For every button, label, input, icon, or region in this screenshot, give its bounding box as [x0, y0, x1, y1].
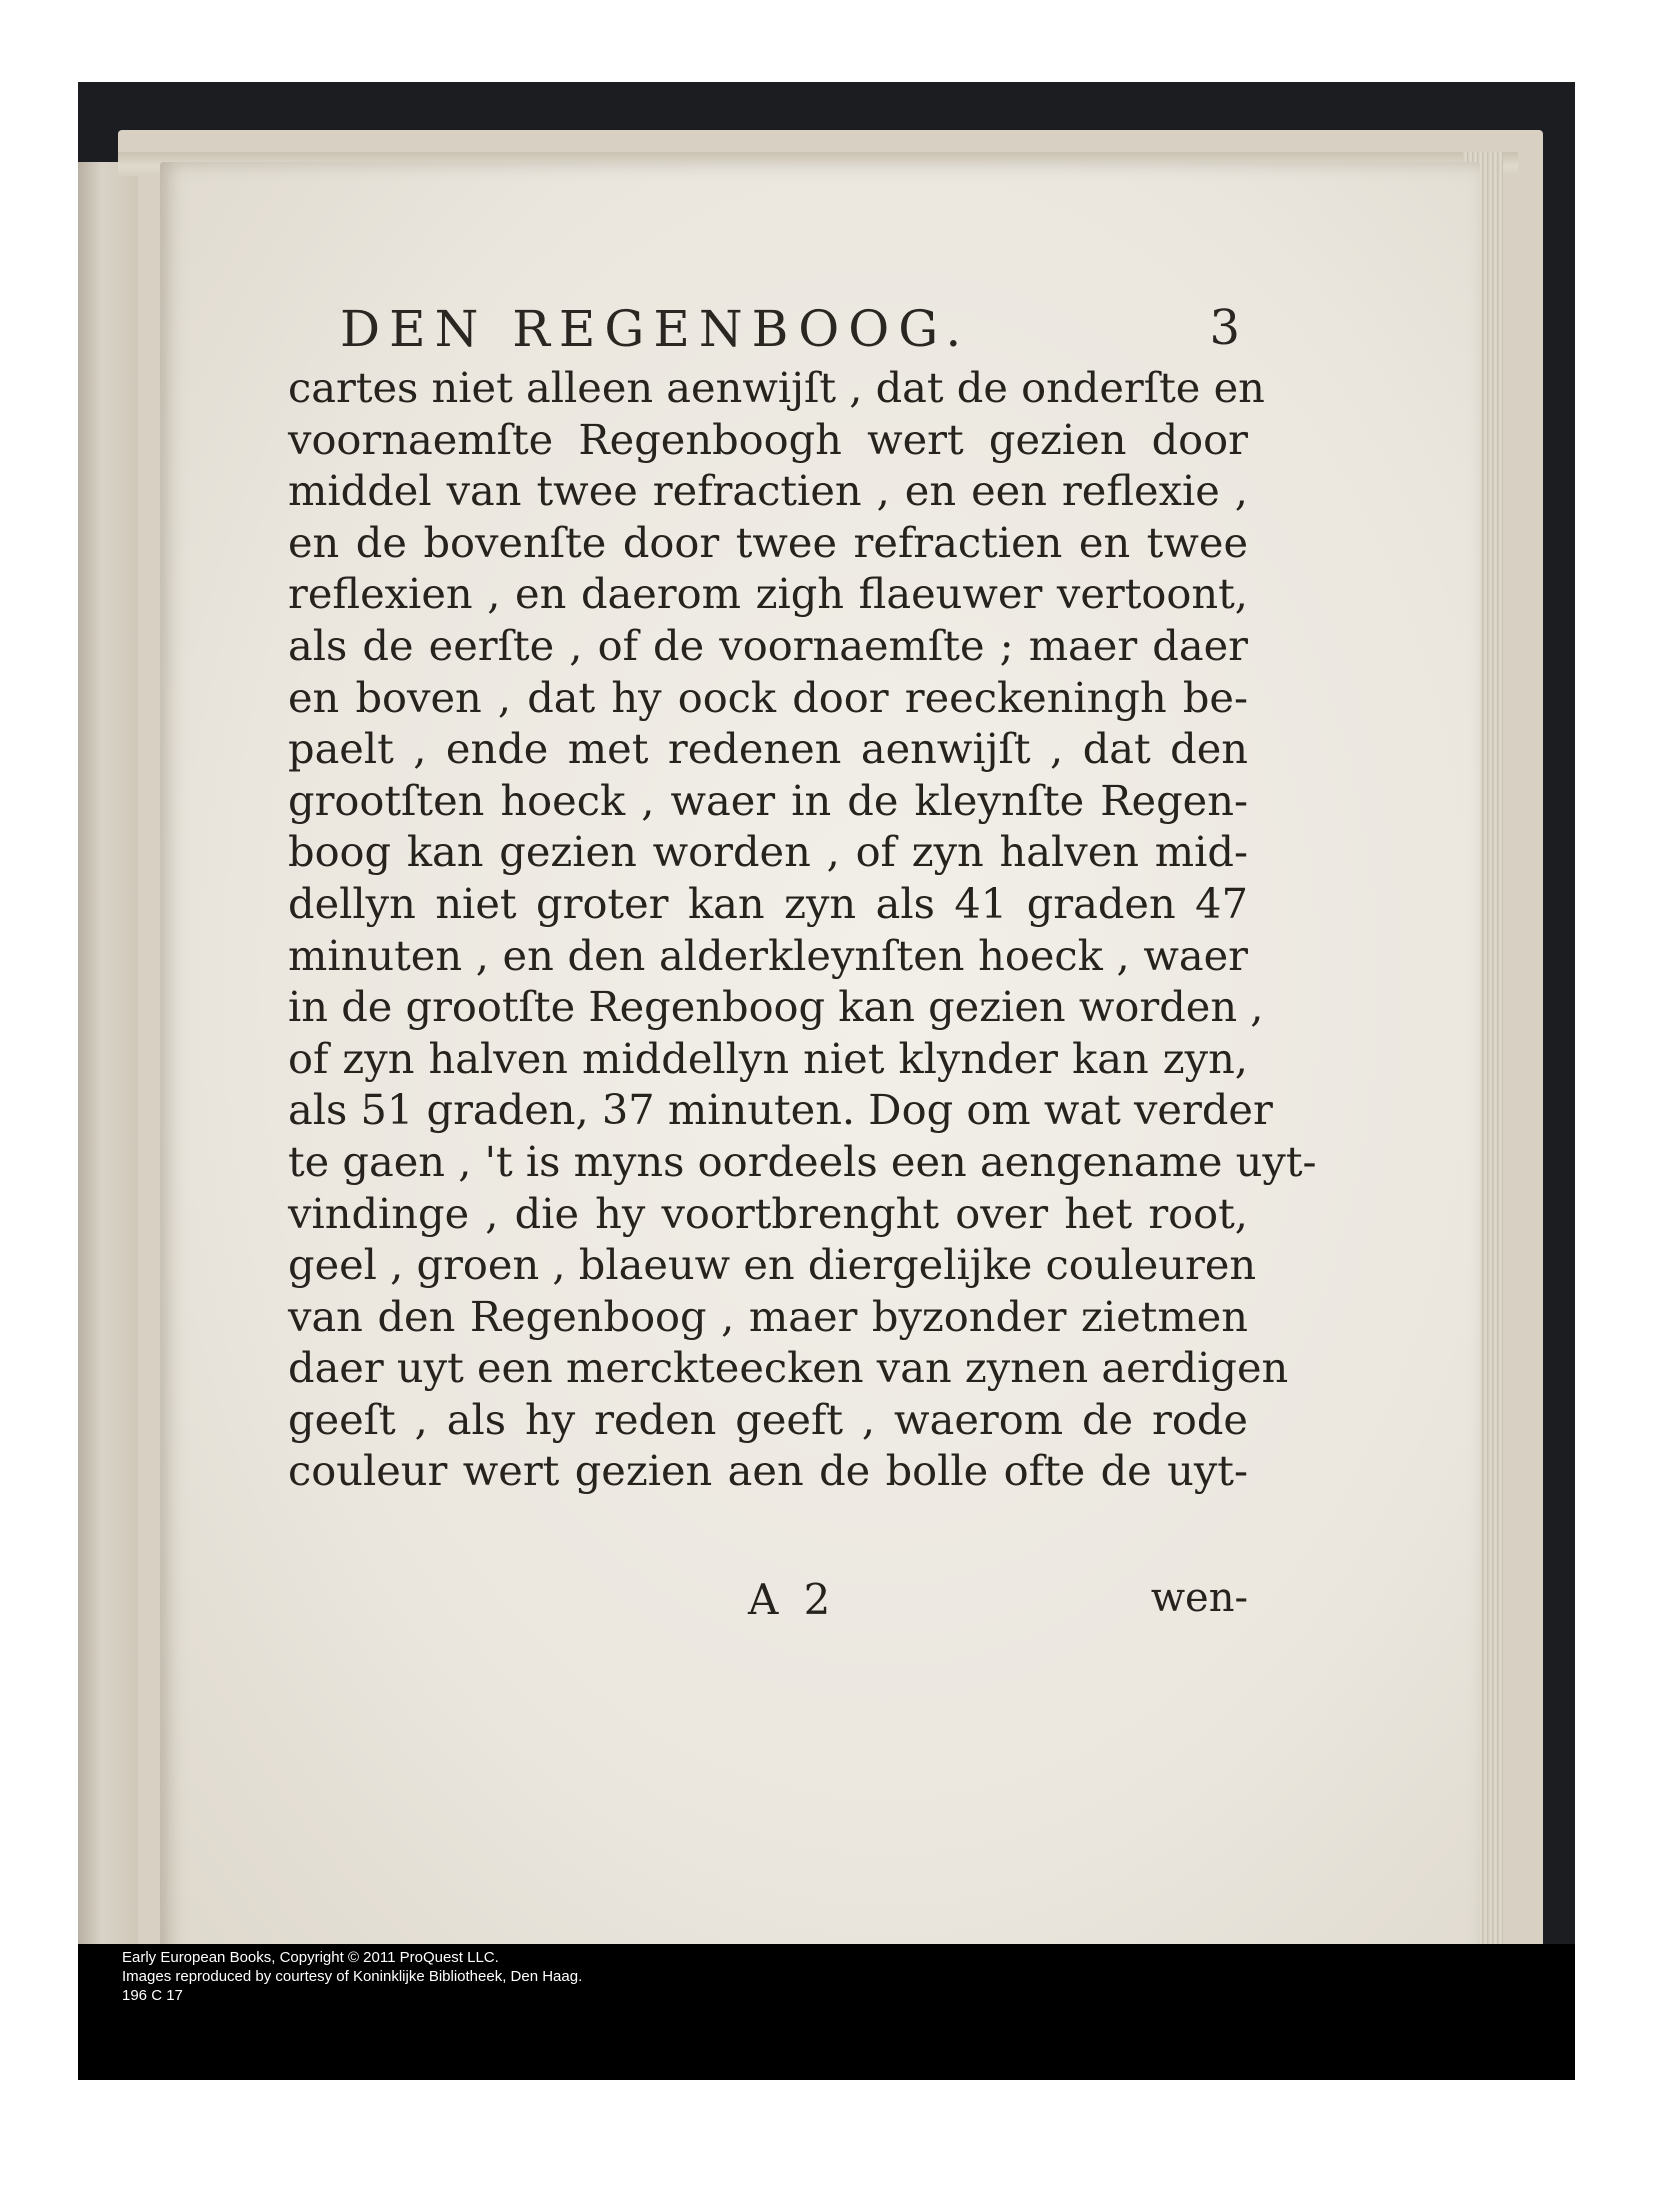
- catchword: wen-: [1150, 1575, 1248, 1621]
- text-line: daer uyt een merckteecken van zynen aerdigen: [288, 1343, 1289, 1393]
- text-line: vindinge , die hy voortbrenght over het root,: [288, 1188, 1248, 1238]
- running-title: DEN REGENBOOG.: [340, 300, 971, 358]
- credits: [122, 1948, 582, 2005]
- text-line: minuten , en den alderkleynſten hoeck , waer: [288, 930, 1248, 980]
- courtesy-line: Images reproduced by courtesy of Koninklijke Bibliotheek, Den Haag.: [122, 1968, 583, 1985]
- credits-bar: [78, 1944, 1575, 2080]
- text-line: geeſt , als hy reden geeft , waerom de rode: [288, 1394, 1248, 1444]
- text-line: en de bovenſte door twee refractien en twee: [288, 517, 1248, 567]
- text-line: boog kan gezien worden , of zyn halven mid-: [288, 827, 1248, 877]
- text-line: als de eerſte , of de voornaemſte ; maer daer: [288, 620, 1248, 670]
- text-line: paelt , ende met redenen aenwijſt , dat den: [288, 724, 1248, 774]
- text-line: te gaen , 't is myns oordeels een aengename uyt-: [288, 1136, 1317, 1186]
- signature-line: [288, 1575, 1248, 1627]
- running-head: [340, 300, 1240, 360]
- text-line: grootſten hoeck , waer in de kleynſte Regen-: [288, 775, 1248, 825]
- left-page-edge: [78, 162, 138, 2022]
- shelfmark-line: 196 C 17: [122, 1987, 183, 2004]
- text-line: middel van twee refractien , en een reflexie ,: [288, 466, 1248, 516]
- text-line: geel , groen , blaeuw en diergelijke couleuren: [288, 1240, 1257, 1290]
- text-line: als 51 graden, 37 minuten. Dog om wat verder: [288, 1085, 1273, 1135]
- text-line: van den Regenboog , maer byzonder zietmen: [288, 1291, 1248, 1341]
- text-line: in de grootſte Regenboog kan gezien worden ,: [288, 982, 1264, 1032]
- copyright-line: Early European Books, Copyright © 2011 ProQuest LLC.: [122, 1949, 499, 1966]
- text-line: dellyn niet groter kan zyn als 41 graden 47: [288, 878, 1248, 928]
- page-number: 3: [1209, 300, 1240, 356]
- text-line: en boven , dat hy oock door reeckeningh be-: [288, 672, 1248, 722]
- text-line: couleur wert gezien aen de bolle ofte de uyt-: [288, 1446, 1248, 1496]
- signature-mark: A 2: [748, 1575, 837, 1624]
- text-line: cartes niet alleen aenwijſt , dat de onderſte en: [288, 363, 1265, 412]
- text-line: voornaemſte Regenboogh wert gezien door: [288, 414, 1248, 464]
- text-line: reflexien , en daerom zigh flaeuwer vertoont,: [288, 569, 1248, 619]
- text-line: of zyn halven middellyn niet klynder kan zyn,: [288, 1033, 1248, 1083]
- body-text: [288, 362, 1317, 1497]
